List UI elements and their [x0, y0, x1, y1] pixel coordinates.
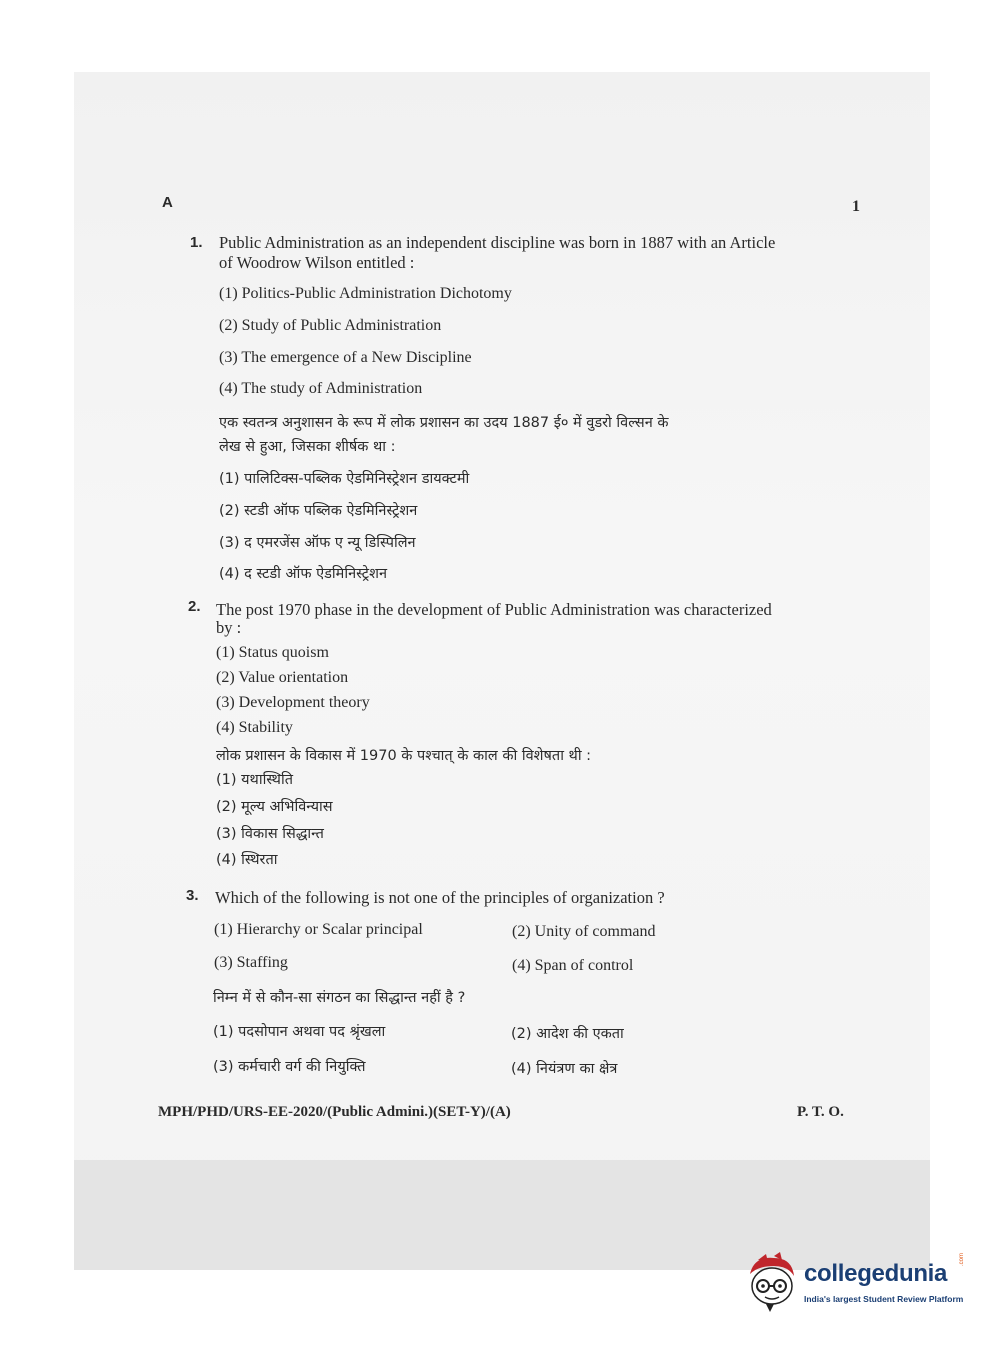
question-3-hindi-option-3: (3) कर्मचारी वर्ग की नियुक्ति [213, 1059, 366, 1075]
question-1-hindi-option-3: (3) द एमरजेंस ऑफ ए न्यू डिस्पिलिन [219, 535, 416, 551]
question-2-option-2: (2) Value orientation [216, 669, 349, 686]
question-3-number: 3. [186, 887, 199, 904]
paper-code: MPH/PHD/URS-EE-2020/(Public Admini.)(SET-Y)/(A) [158, 1104, 511, 1120]
question-2-hindi-line1: लोक प्रशासन के विकास में 1970 के पश्चात् के काल की विशेषता थी : [216, 748, 592, 764]
page-turn-over: P. T. O. [797, 1104, 844, 1120]
question-3-option-3: (3) Staffing [214, 954, 288, 971]
question-1-hindi-line2: लेख से हुआ, जिसका शीर्षक था : [219, 439, 396, 455]
question-3-option-4: (4) Span of control [512, 957, 634, 974]
question-2-hindi-option-4: (4) स्थिरता [216, 852, 278, 868]
student-mascot-icon [744, 1252, 802, 1314]
question-1-option-3: (3) The emergence of a New Discipline [219, 349, 472, 366]
question-2-hindi-option-3: (3) विकास सिद्धान्त [216, 826, 324, 842]
question-1-option-2: (2) Study of Public Administration [219, 317, 442, 334]
question-2-hindi-option-2: (2) मूल्य अभिविन्यास [216, 799, 333, 815]
question-2-text-line1: The post 1970 phase in the development of Public Administration was characterized [216, 600, 772, 619]
question-1-option-4: (4) The study of Administration [219, 380, 423, 397]
question-2-number: 2. [188, 598, 201, 615]
question-3-option-2: (2) Unity of command [512, 923, 656, 940]
question-2-text-line2: by : [216, 618, 242, 637]
question-1-hindi-option-1: (1) पालिटिक्स-पब्लिक ऐडमिनिस्ट्रेशन डायक्टमी [219, 471, 470, 487]
question-2-hindi-option-1: (1) यथास्थिति [216, 772, 293, 788]
watermark-tagline: India's largest Student Review Platform [804, 1294, 964, 1304]
question-1-hindi-option-2: (2) स्टडी ऑफ पब्लिक ऐडमिनिस्ट्रेशन [219, 503, 418, 519]
question-3-option-1: (1) Hierarchy or Scalar principal [214, 921, 423, 938]
question-2-option-1: (1) Status quoism [216, 644, 329, 661]
question-1-option-1: (1) Politics-Public Administration Dichotomy [219, 285, 512, 302]
question-3-hindi-text: निम्न में से कौन-सा संगठन का सिद्धान्त नहीं है ? [213, 990, 466, 1006]
page-number: 1 [852, 198, 860, 215]
watermark-brand: collegedunia [804, 1260, 948, 1287]
question-1-number: 1. [190, 234, 203, 251]
collegedunia-watermark [744, 1252, 974, 1322]
section-label: A [162, 194, 173, 211]
watermark-suffix: .com [959, 1252, 965, 1266]
question-3-hindi-option-2: (2) आदेश की एकता [511, 1026, 624, 1042]
question-2-option-4: (4) Stability [216, 719, 293, 736]
question-1-text-line2: of Woodrow Wilson entitled : [219, 253, 415, 272]
question-3-hindi-option-4: (4) नियंत्रण का क्षेत्र [511, 1061, 618, 1077]
question-3-hindi-option-1: (1) पदसोपान अथवा पद श्रृंखला [213, 1024, 386, 1040]
question-1-text-line1: Public Administration as an independent discipline was born in 1887 with an Article [219, 233, 776, 252]
question-1-hindi-option-4: (4) द स्टडी ऑफ ऐडमिनिस्ट्रेशन [219, 566, 388, 582]
question-2-option-3: (3) Development theory [216, 694, 370, 711]
question-3-text: Which of the following is not one of the principles of organization ? [215, 888, 665, 907]
question-1-hindi-line1: एक स्वतन्त्र अनुशासन के रूप में लोक प्रशासन का उदय 1887 ई० में वुडरो विल्सन के [219, 415, 669, 431]
